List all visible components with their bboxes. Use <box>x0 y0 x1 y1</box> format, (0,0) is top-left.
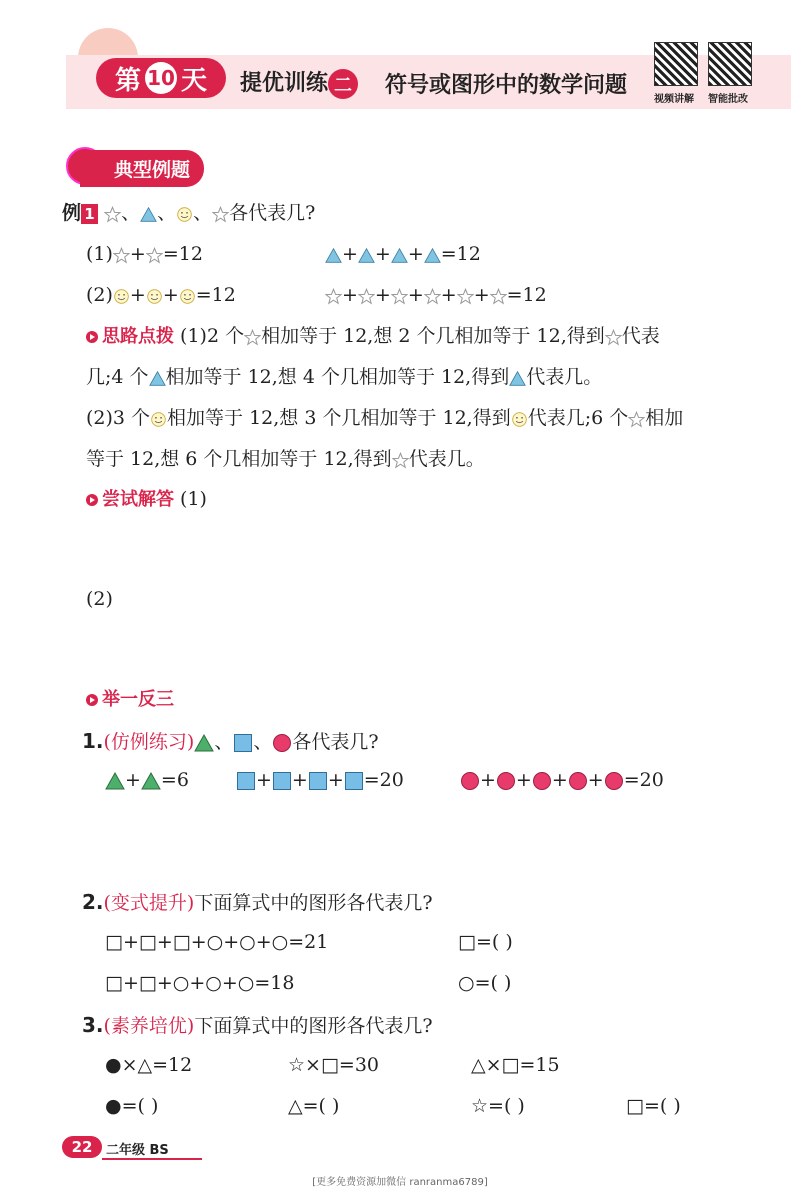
green-triangle-icon <box>194 733 214 753</box>
star-icon <box>212 206 229 223</box>
plus: + <box>551 769 568 791</box>
q2-prompt <box>82 892 433 913</box>
attempt-label-text: 尝试解答 <box>102 489 174 510</box>
q1-prompt <box>82 731 379 753</box>
q3-eq-1: ●×△=12 <box>105 1054 193 1076</box>
example-eq-1a <box>86 245 203 264</box>
smiley-icon <box>113 288 130 305</box>
practice-label <box>86 689 174 710</box>
plus: + <box>291 769 308 791</box>
sep: 、 <box>214 731 234 753</box>
attempt-label <box>86 489 174 510</box>
hint-text: 代表几;6 个 <box>527 407 629 429</box>
hint-text: 相加等于 12,想 2 个几相加等于 12,得到 <box>261 325 605 347</box>
q3-eq-3: △×□=15 <box>471 1054 560 1076</box>
blue-square-icon <box>272 771 292 791</box>
pink-circle-icon <box>532 771 552 791</box>
smiley-icon <box>176 206 193 223</box>
triangle-icon <box>149 370 166 387</box>
blue-square-icon <box>233 733 253 753</box>
hint-text: 相加 <box>645 407 684 429</box>
hint-line-1 <box>86 327 660 346</box>
green-triangle-icon <box>141 771 161 791</box>
plus: + <box>342 284 358 306</box>
q3-number: 3. <box>82 1013 104 1037</box>
pink-circle-icon <box>460 771 480 791</box>
hint-line-2 <box>86 368 602 387</box>
sep: 、 <box>157 202 177 224</box>
topic-title: 符号或图形中的数学问题 <box>385 73 628 98</box>
q1-eq-2 <box>236 771 404 791</box>
q1-number: 1. <box>82 729 104 753</box>
star-icon <box>490 288 507 305</box>
day-suffix: 天 <box>181 65 208 96</box>
hint-text: 代表几。 <box>408 448 485 470</box>
hint-text: (2)3 个 <box>86 407 151 429</box>
example-number: 1 <box>81 204 98 224</box>
star-icon <box>457 288 474 305</box>
plus: + <box>342 243 358 265</box>
plus: + <box>129 243 146 265</box>
q2-ans-1[interactable]: □=( ) <box>458 931 513 953</box>
hint-text: 相加等于 12,想 3 个几相加等于 12,得到 <box>167 407 511 429</box>
eq-result: =6 <box>160 769 189 791</box>
q2-text: 下面算式中的图形各代表几? <box>194 892 433 914</box>
smiley-icon <box>150 411 167 428</box>
plus: + <box>256 769 272 791</box>
section-title-practice <box>86 690 174 709</box>
q2-number: 2. <box>82 890 104 914</box>
star-icon <box>391 288 408 305</box>
example-question <box>62 204 315 224</box>
plus: + <box>327 769 344 791</box>
plus: + <box>407 243 424 265</box>
hint-text: 相加等于 12,想 4 个几相加等于 12,得到 <box>165 366 510 388</box>
example-tag: 例 <box>62 202 82 224</box>
plus: + <box>374 284 391 306</box>
triangle-icon <box>391 247 408 264</box>
pink-circle-icon <box>604 771 624 791</box>
q3-ans-2[interactable]: △=( ) <box>288 1095 340 1117</box>
footer-note: [更多免费资源加微信 ranranma6789] <box>312 1177 488 1188</box>
q3-ans-1[interactable]: ●=( ) <box>105 1095 159 1117</box>
smiley-icon <box>511 411 528 428</box>
star-icon <box>146 247 163 264</box>
hint-text: (1)2 个 <box>180 325 245 347</box>
triangle-icon <box>424 247 441 264</box>
smiley-icon <box>179 288 196 305</box>
training-number: 二 <box>328 69 358 99</box>
green-triangle-icon <box>105 771 125 791</box>
part-label: (2) <box>86 284 113 306</box>
eq-result: =12 <box>506 284 547 306</box>
q2-tag: (变式提升) <box>103 892 195 914</box>
qr-code-video[interactable] <box>654 42 698 86</box>
plus: + <box>473 284 490 306</box>
plus: + <box>407 284 424 306</box>
plus: + <box>374 243 391 265</box>
star-icon <box>605 329 622 346</box>
plus: + <box>162 284 179 306</box>
hint-line-3 <box>86 409 683 428</box>
star-icon <box>244 329 261 346</box>
hint-label-text: 思路点拨 <box>102 326 174 347</box>
pink-circle-icon <box>272 733 292 753</box>
plus: + <box>480 769 496 791</box>
star-icon <box>424 288 441 305</box>
q3-ans-4[interactable]: □=( ) <box>626 1095 681 1117</box>
page-number: 22 <box>62 1136 102 1158</box>
q1-eq-1 <box>105 771 189 791</box>
practice-label-text: 举一反三 <box>102 689 174 710</box>
sep: 、 <box>193 202 213 224</box>
footer-divider <box>102 1158 202 1160</box>
q3-text: 下面算式中的图形各代表几? <box>194 1015 433 1037</box>
qr-label-grading: 智能批改 <box>708 94 748 105</box>
grade-label: 二年级 BS <box>106 1143 169 1158</box>
attempt-part: (1) <box>180 488 207 510</box>
plus: + <box>587 769 604 791</box>
day-badge <box>96 58 226 98</box>
triangle-icon <box>358 247 375 264</box>
q3-tag: (素养培优) <box>103 1015 195 1037</box>
qr-code-grading[interactable] <box>708 42 752 86</box>
star-icon <box>104 206 121 223</box>
eq-result: =12 <box>162 243 203 265</box>
eq-result: =20 <box>363 769 404 791</box>
blue-square-icon <box>344 771 364 791</box>
hint-label <box>86 326 174 347</box>
blue-square-icon <box>236 771 256 791</box>
day-prefix: 第 <box>114 65 141 96</box>
hint-text: 等于 12,想 6 个几相加等于 12,得到 <box>86 448 392 470</box>
q2-eq-1: □+□+□+○+○+○=21 <box>105 931 329 953</box>
training-title <box>240 66 358 99</box>
smiley-icon <box>146 288 163 305</box>
star-icon <box>628 411 645 428</box>
sep: 、 <box>121 202 141 224</box>
star-icon <box>325 288 342 305</box>
q3-eq-2: ☆×□=30 <box>288 1054 380 1076</box>
play-dot-icon <box>86 694 98 706</box>
plus: + <box>125 769 141 791</box>
triangle-icon <box>509 370 526 387</box>
blue-square-icon <box>308 771 328 791</box>
part-label: (1) <box>86 243 113 265</box>
eq-result: =12 <box>195 284 236 306</box>
example-question-text: 各代表几? <box>229 202 316 224</box>
example-eq-2a <box>86 286 236 305</box>
hint-line-4 <box>86 450 485 469</box>
q1-text: 各代表几? <box>292 731 379 753</box>
q2-ans-2[interactable]: ○=( ) <box>458 972 512 994</box>
training-label: 提优训练 <box>240 71 329 96</box>
qr-label-video: 视频讲解 <box>654 94 694 105</box>
q3-prompt <box>82 1015 433 1036</box>
q1-tag: (仿例练习) <box>103 731 195 753</box>
hint-text: 代表 <box>621 325 660 347</box>
star-icon <box>358 288 375 305</box>
example-eq-1b <box>325 245 481 264</box>
attempt-line-2: (2) <box>86 588 113 610</box>
sep: 、 <box>253 731 273 753</box>
q3-ans-3[interactable]: ☆=( ) <box>471 1095 525 1117</box>
plus: + <box>129 284 146 306</box>
pink-circle-icon <box>568 771 588 791</box>
play-dot-icon <box>86 331 98 343</box>
q1-eq-3 <box>460 771 664 791</box>
hint-text: 代表几。 <box>526 366 603 388</box>
q2-eq-2: □+□+○+○+○=18 <box>105 972 295 994</box>
plus: + <box>515 769 532 791</box>
eq-result: =12 <box>440 243 481 265</box>
triangle-icon <box>325 247 342 264</box>
star-icon <box>113 247 130 264</box>
example-eq-2b <box>325 286 547 305</box>
hint-text: 几;4 个 <box>86 366 149 388</box>
attempt-line-1 <box>86 490 207 509</box>
triangle-icon <box>140 206 157 223</box>
section-title-examples: 典型例题 <box>80 150 204 187</box>
play-dot-icon <box>86 494 98 506</box>
star-icon <box>392 452 409 469</box>
pink-circle-icon <box>496 771 516 791</box>
eq-result: =20 <box>623 769 664 791</box>
day-number: 10 <box>145 62 177 94</box>
plus: + <box>440 284 457 306</box>
